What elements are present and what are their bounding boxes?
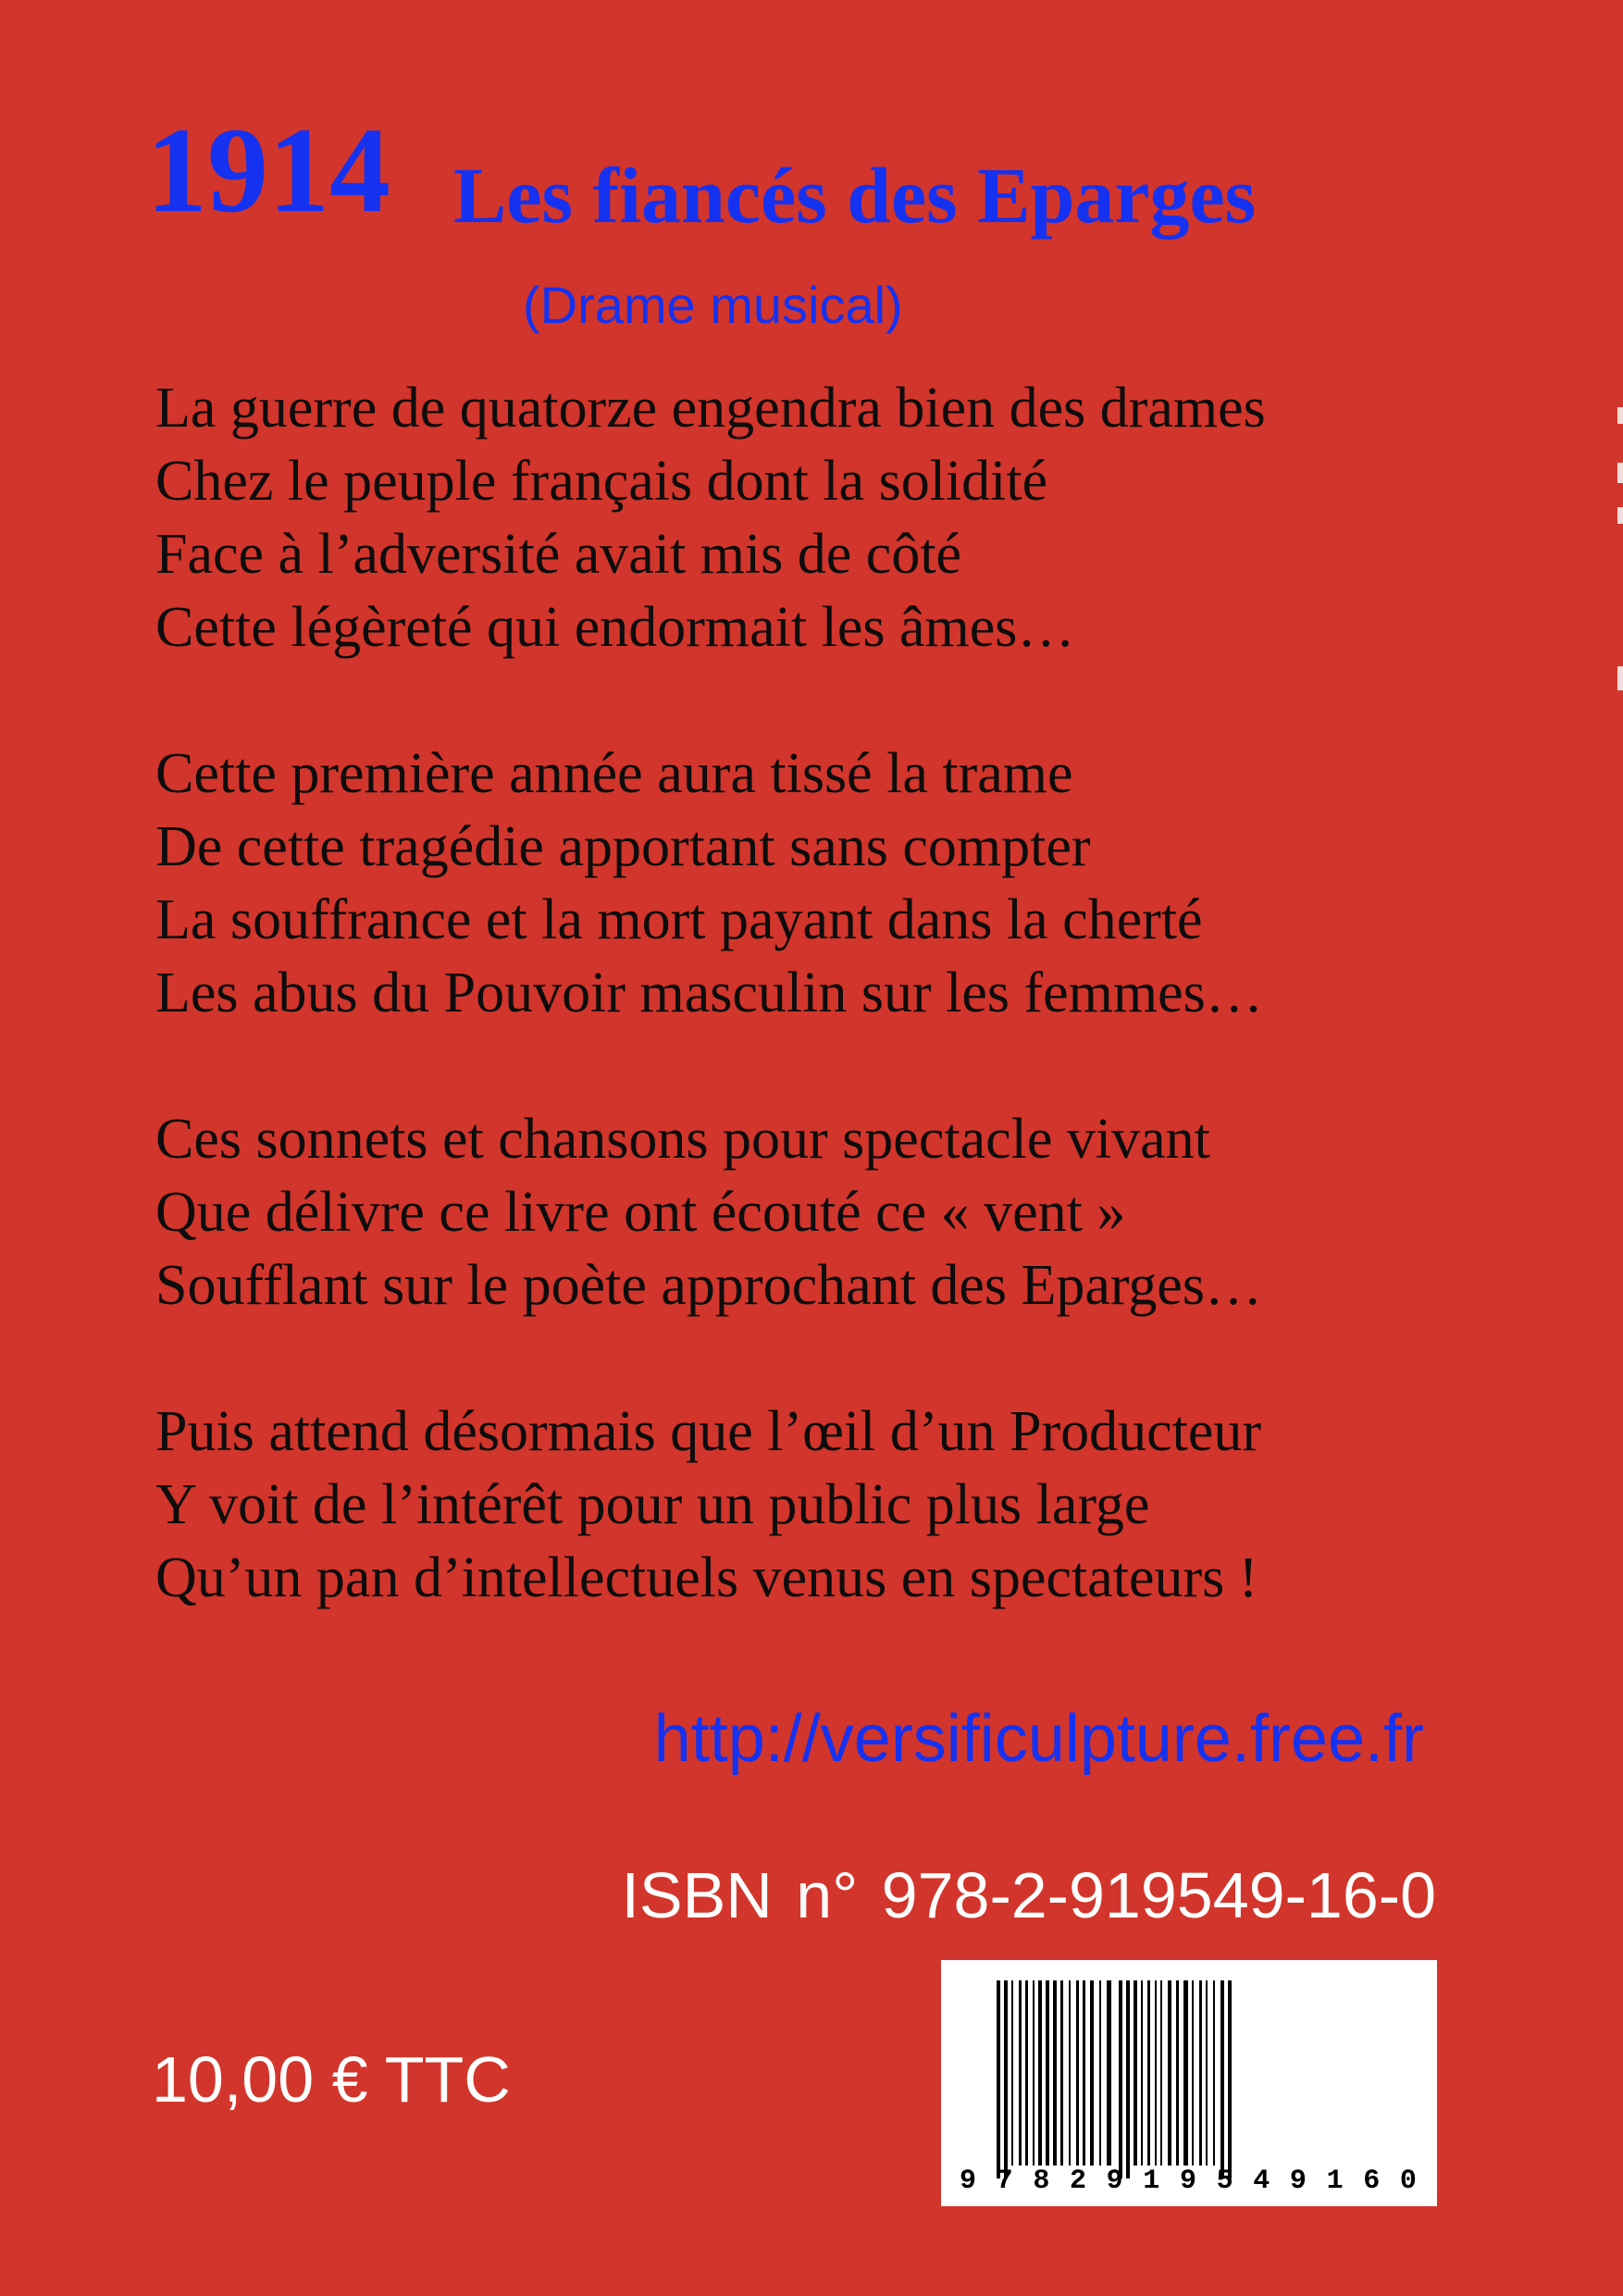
- barcode-guard-bar: [1228, 1980, 1232, 2178]
- barcode-digits: [960, 2166, 1419, 2197]
- poem-line: Que délivre ce livre ont écouté ce « vent »: [155, 1181, 1126, 1244]
- page-edge-marks: [1616, 0, 1623, 2296]
- barcode-digit: 9: [960, 2166, 979, 2197]
- poem-stanza-3: [155, 1103, 1451, 1322]
- barcode-digit: 5: [1216, 2166, 1235, 2197]
- poem-line: Face à l’adversité avait mis de côté: [155, 523, 962, 586]
- barcode-bar: [1192, 1980, 1194, 2166]
- barcode-bar: [1099, 1980, 1101, 2166]
- barcode-digit: 6: [1363, 2166, 1382, 2197]
- barcode-digit: 2: [1069, 2166, 1088, 2197]
- barcode-digit: 9: [1106, 2166, 1125, 2197]
- poem-line: Cette légèreté qui endormait les âmes…: [155, 596, 1075, 659]
- barcode-bar: [1168, 1980, 1171, 2166]
- cover-title: Les fiancés des Eparges: [453, 151, 1257, 240]
- barcode-guard-bar: [1126, 1980, 1130, 2178]
- barcode-bar: [1141, 1980, 1143, 2166]
- barcode-bar: [1160, 1980, 1162, 2166]
- website-link[interactable]: http://versificulpture.free.fr: [653, 1702, 1424, 1776]
- poem-line: La souffrance et la mort payant dans la cherté: [155, 888, 1203, 951]
- barcode-bar: [1107, 1980, 1111, 2166]
- barcode-bar: [1155, 1980, 1157, 2166]
- barcode-guard-bar: [1004, 1980, 1008, 2178]
- barcode-bar: [1147, 1980, 1150, 2166]
- poem-line: Y voit de l’intérêt pour un public plus large: [155, 1473, 1150, 1536]
- poem-line: La guerre de quatorze engendra bien des drames: [155, 377, 1266, 440]
- barcode-digit: 8: [1033, 2166, 1052, 2197]
- barcode-guard-bar: [997, 1980, 1000, 2178]
- barcode-digit: 1: [1326, 2166, 1345, 2197]
- barcode-bar: [1213, 1980, 1215, 2166]
- barcode-digit: 1: [1143, 2166, 1162, 2197]
- poem-line: Puis attend désormais que l’œil d’un Producteur: [155, 1400, 1262, 1463]
- poem-stanza-4: [155, 1396, 1451, 1615]
- poem-line: Ces sonnets et chansons pour spectacle vivant: [155, 1108, 1210, 1171]
- barcode-guard-bar: [1119, 1980, 1122, 2178]
- barcode-bar: [1060, 1980, 1063, 2166]
- barcode-bar: [1176, 1980, 1179, 2166]
- isbn-number: ISBN n° 978-2-919549-16-0: [621, 1859, 1436, 1931]
- barcode-bar: [1076, 1980, 1079, 2166]
- barcode-digit: 9: [1179, 2166, 1198, 2197]
- poem-line: De cette tragédie apportant sans compter: [155, 815, 1091, 878]
- poem-line: Qu’un pan d’intellectuels venus en spectateurs !: [155, 1546, 1258, 1609]
- barcode-bar: [1025, 1980, 1028, 2166]
- cover-subtitle: (Drame musical): [523, 276, 903, 334]
- barcode-bar: [1046, 1980, 1049, 2166]
- barcode-bar: [1019, 1980, 1022, 2166]
- poem-stanza-2: [155, 738, 1451, 1030]
- poem-line: Les abus du Pouvoir masculin sur les femmes…: [155, 962, 1263, 1024]
- barcode-bar: [1011, 1980, 1013, 2166]
- poem-line: Soufflant sur le poète approchant des Eparges…: [155, 1254, 1263, 1317]
- barcode-bar: [1033, 1980, 1035, 2166]
- barcode-bar: [1090, 1980, 1094, 2166]
- barcode-bar: [1183, 1980, 1188, 2166]
- poem-line: Cette première année aura tissé la trame: [155, 742, 1073, 805]
- poem-stanza-1: [155, 372, 1451, 664]
- barcode-bar: [1083, 1980, 1085, 2166]
- barcode-digit: 4: [1253, 2166, 1272, 2197]
- barcode-bar: [1134, 1980, 1137, 2166]
- barcode: [941, 1960, 1437, 2206]
- cover-year: 1914: [146, 102, 390, 238]
- poem-line: Chez le peuple français dont la solidité: [155, 450, 1048, 513]
- barcode-guard-bar: [1220, 1980, 1224, 2178]
- barcode-bar: [1069, 1980, 1071, 2166]
- poem: [155, 372, 1451, 1688]
- price-label: 10,00 € TTC: [152, 2043, 511, 2116]
- barcode-bar: [1038, 1980, 1042, 2166]
- barcode-digit: 0: [1399, 2166, 1419, 2197]
- barcode-digit: 7: [996, 2166, 1015, 2197]
- barcode-digit: 9: [1289, 2166, 1308, 2197]
- barcode-bar: [1206, 1980, 1208, 2166]
- barcode-bar: [1053, 1980, 1057, 2166]
- barcode-bar: [1199, 1980, 1202, 2166]
